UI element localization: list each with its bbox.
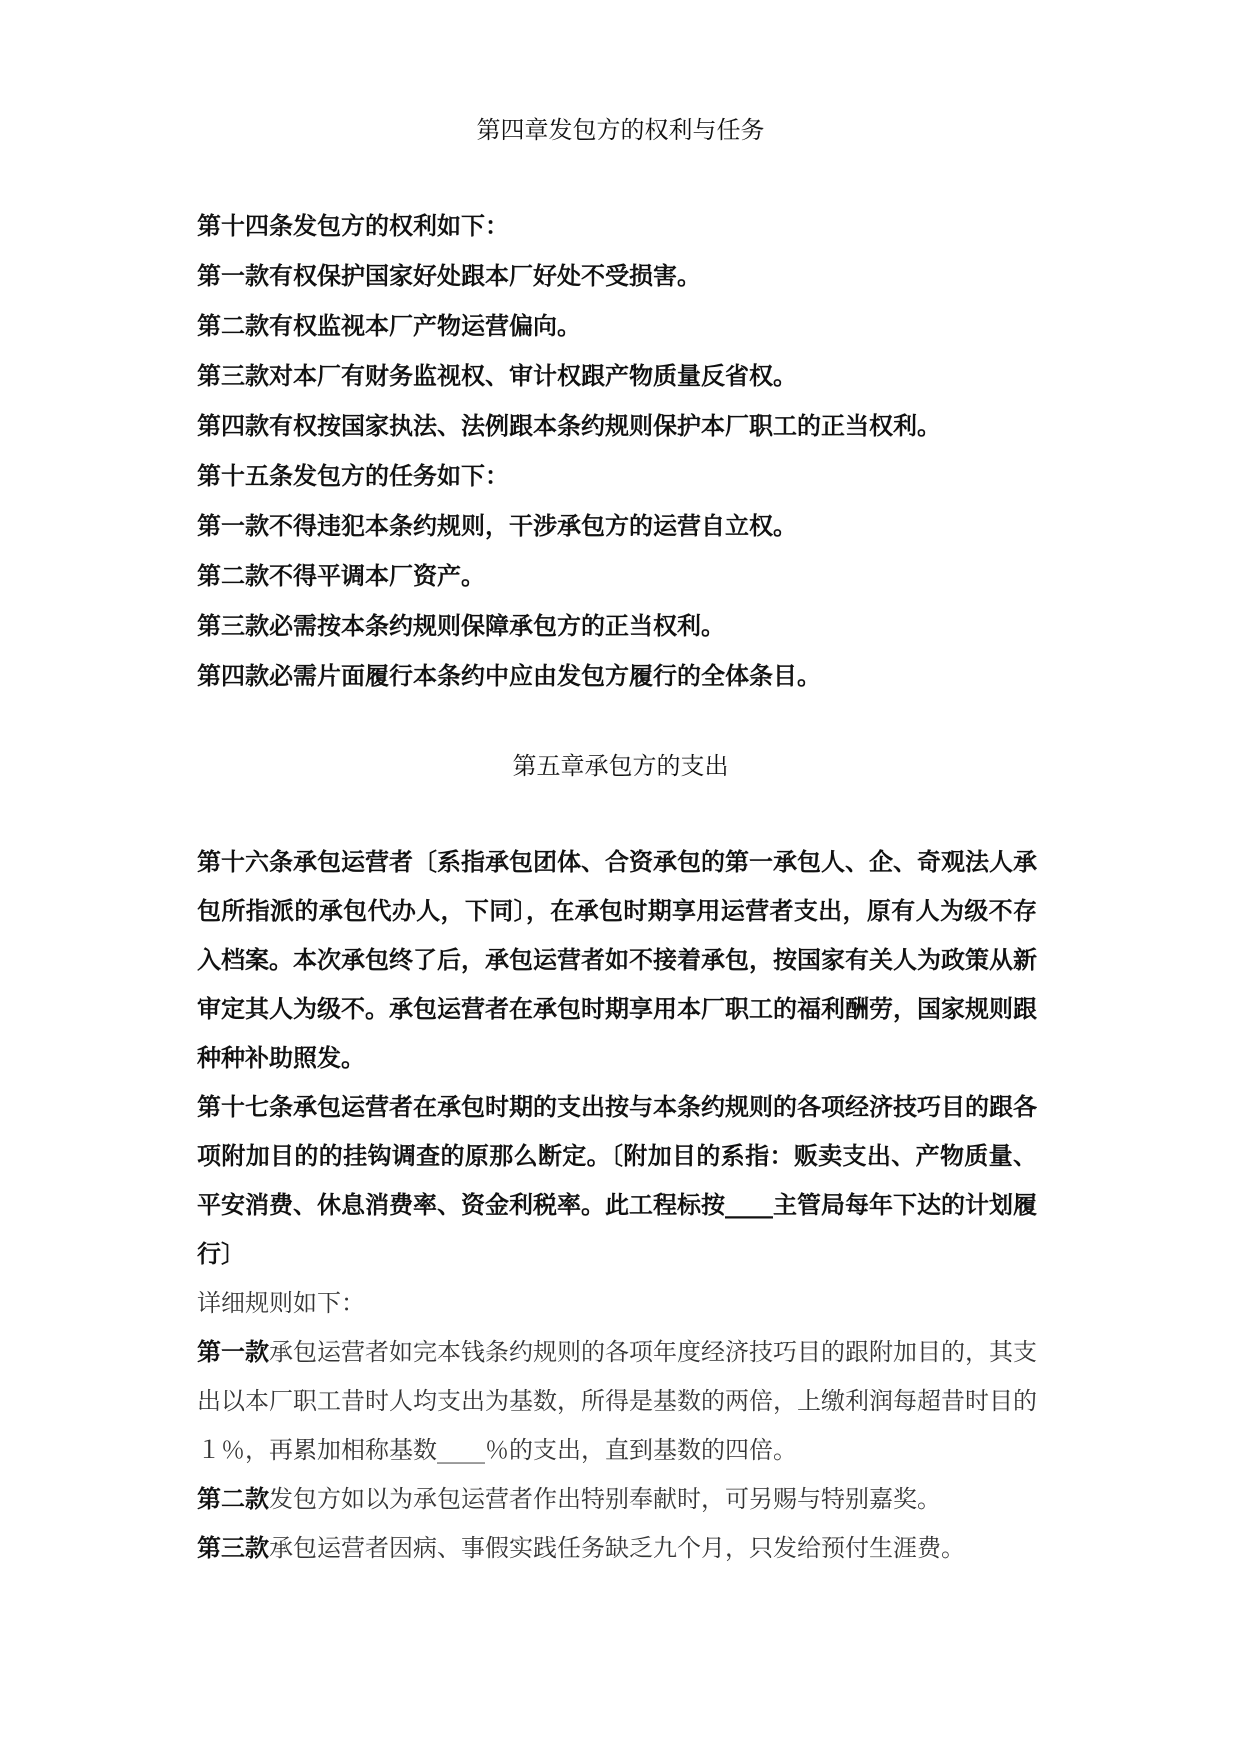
clause-text: 承包运营者因病、事假实践任务缺乏九个月，只发给预付生涯费。 xyxy=(269,1534,965,1562)
article-14-clause-3: 第三款对本厂有财务监视权、审计权跟产物质量反省权。 xyxy=(197,362,797,390)
clause-item xyxy=(197,1524,1037,1573)
article-15-title: 第十五条发包方的任务如下： xyxy=(197,462,509,490)
article-15-clause-4: 第四款必需片面履行本条约中应由发包方履行的全体条目。 xyxy=(197,662,821,690)
article-14-clause-2: 第二款有权监视本厂产物运营偏向。 xyxy=(197,312,581,340)
article-15-clause-3: 第三款必需按本条约规则保障承包方的正当权利。 xyxy=(197,612,725,640)
article-14-clause-1: 第一款有权保护国家好处跟本厂好处不受损害。 xyxy=(197,262,701,290)
chapter-5-heading: 第五章承包方的支出 xyxy=(512,752,729,780)
article-15-clause-2: 第二款不得平调本厂资产。 xyxy=(197,562,485,590)
article-14-title: 第十四条发包方的权利如下： xyxy=(197,212,509,240)
article-14-clause-4: 第四款有权按国家执法、法例跟本条约规则保护本厂职工的正当权利。 xyxy=(197,412,941,440)
clause-label: 第三款 xyxy=(197,1534,269,1562)
chapter-4-heading: 第四章发包方的权利与任务 xyxy=(476,116,765,144)
clause-text: 承包运营者如完本钱条约规则的各项年度经济技巧目的跟附加目的，其支出以本厂职工昔时人均支出为基数，所得是基数的两倍，上缴利润每超昔时目的１％，再累加相称基数____％的支出，直到基数的四倍。 xyxy=(197,1338,1037,1464)
clause-item xyxy=(197,1328,1037,1475)
clause-label: 第一款 xyxy=(197,1338,269,1366)
chapter-5-body xyxy=(197,838,1037,1573)
details-intro: 详细规则如下： xyxy=(197,1289,365,1317)
chapter-4-body xyxy=(197,201,1037,701)
article-15-clause-1: 第一款不得违犯本条约规则，干涉承包方的运营自立权。 xyxy=(197,512,797,540)
clause-label: 第二款 xyxy=(197,1485,269,1513)
article-17: 第十七条承包运营者在承包时期的支出按与本条约规则的各项经济技巧目的跟各项附加目的的挂钩调查的原那么断定。〔附加目的系指：贩卖支出、产物质量、平安消费、休息消费率、资金利税率。此工程标按____主管局每年下达的计划履行〕 xyxy=(197,1093,1037,1268)
clause-text: 发包方如以为承包运营者作出特别奉献时，可另赐与特别嘉奖。 xyxy=(269,1485,941,1513)
article-16: 第十六条承包运营者〔系指承包团体、合资承包的第一承包人、企、奇观法人承包所指派的承包代办人，下同〕，在承包时期享用运营者支出，原有人为级不存入档案。本次承包终了后，承包运营者如不接着承包，按国家有关人为政策从新审定其人为级不。承包运营者在承包时期享用本厂职工的福利酬劳，国家规则跟种种补助照发。 xyxy=(197,848,1037,1072)
clause-item xyxy=(197,1475,1037,1524)
